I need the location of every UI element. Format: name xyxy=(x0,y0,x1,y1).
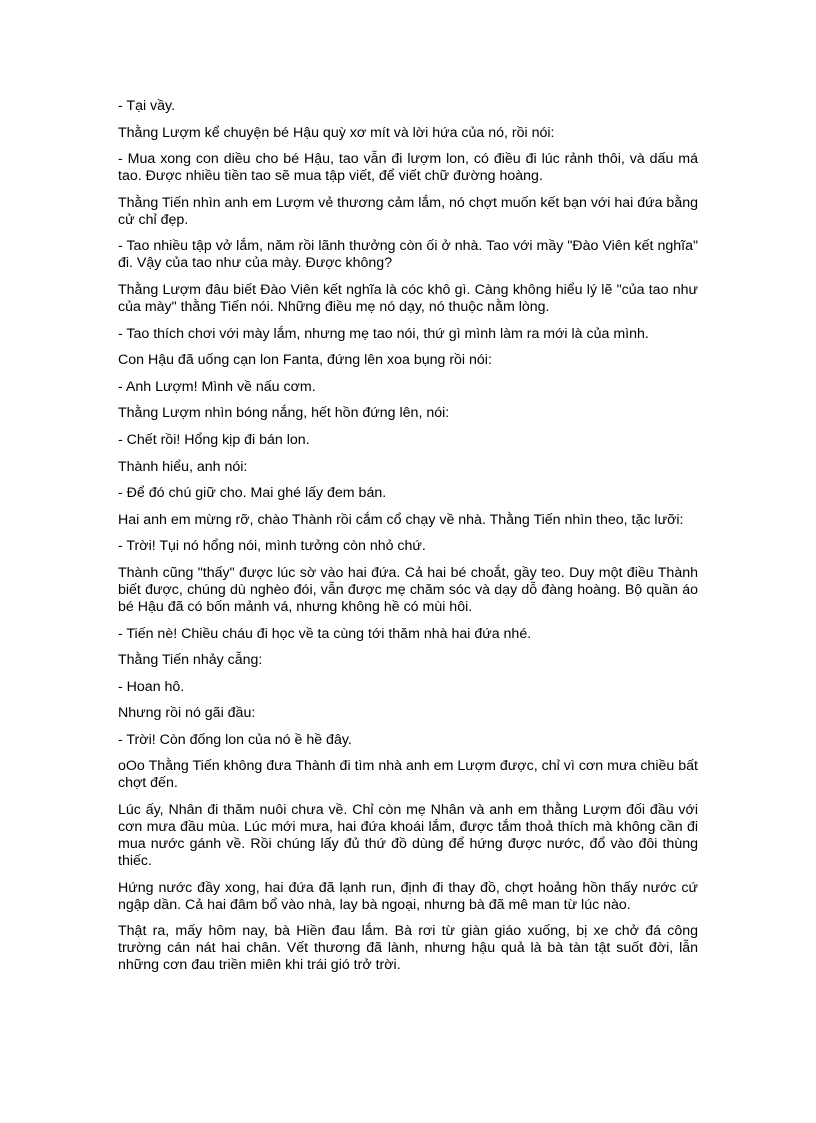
paragraph: Thật ra, mấy hôm nay, bà Hiền đau lắm. Bà rơi từ giàn giáo xuống, bị xe chở đá công trường cán nát hai chân. Vết thương đã lành, nhưng hậu quả là bà tàn tật suốt đời, lẫn những cơn đau triền miên khi trái gió trở trời. xyxy=(118,923,698,974)
paragraph: - Tao nhiều tập vở lắm, năm rồi lãnh thưởng còn ối ở nhà. Tao với mầy "Đào Viên kết nghĩa" đi. Vậy của tao như của mày. Được không? xyxy=(118,238,698,272)
paragraph: - Tao thích chơi với mày lắm, nhưng mẹ tao nói, thứ gì mình làm ra mới là của mình. xyxy=(118,325,649,342)
paragraph: Thằng Lượm nhìn bóng nắng, hết hồn đứng lên, nói: xyxy=(118,405,450,422)
paragraph: - Anh Lượm! Mình về nấu cơm. xyxy=(118,378,316,395)
paragraph: Nhưng rồi nó gãi đầu: xyxy=(118,705,256,722)
document-page xyxy=(118,98,698,984)
paragraph: Thằng Tiến nhảy cẫng: xyxy=(118,652,263,669)
paragraph: Thằng Lượm đâu biết Đào Viên kết nghĩa là cóc khô gì. Càng không hiểu lý lẽ "của tao như của mày" thằng Tiến nói. Những điều mẹ nó dạy, nó thuộc nằm lòng. xyxy=(118,281,698,315)
paragraph: - Tại vầy. xyxy=(118,98,176,114)
paragraph: Thành cũng "thấy" được lúc sờ vào hai đứa. Cả hai bé choắt, gầy teo. Duy một điều Thành biết được, chúng dù nghèo đói, vẫn được mẹ chăm sóc và dạy dỗ đàng hoàng. Bộ quần áo bé Hậu đã có bốn mảnh vá, nhưng không hề có mùi hôi. xyxy=(118,564,698,615)
paragraph: - Chết rồi! Hổng kịp đi bán lon. xyxy=(118,431,310,448)
paragraph: - Trời! Tụi nó hổng nói, mình tưởng còn nhỏ chứ. xyxy=(118,538,426,555)
paragraph: - Hoan hô. xyxy=(118,678,185,695)
paragraph: Lúc ấy, Nhân đi thăm nuôi chưa về. Chỉ còn mẹ Nhân và anh em thằng Lượm đối đầu với cơn mưa đầu mùa. Lúc mới mưa, hai đứa khoái lắm, được tắm thoả thích mà không cần đi mua nước gánh về. Rồi chúng lấy đủ thứ đồ dùng để hứng được nước, đổ vào đôi thùng thiếc. xyxy=(118,802,698,870)
paragraph: Thằng Tiến nhìn anh em Lượm vẻ thương cảm lắm, nó chợt muốn kết bạn với hai đứa bằng cử chỉ đẹp. xyxy=(118,194,698,228)
paragraph: oOo Thằng Tiến không đưa Thành đi tìm nhà anh em Lượm được, chỉ vì cơn mưa chiều bất chợt đến. xyxy=(118,758,698,792)
paragraph: Hứng nước đầy xong, hai đứa đã lạnh run, định đi thay đồ, chợt hoảng hồn thấy nước cứ ngập dần. Cả hai đâm bổ vào nhà, lay bà ngoại, nhưng bà đã mê man từ lúc nào. xyxy=(118,879,698,913)
paragraph: Thằng Lượm kể chuyện bé Hậu quỳ xơ mít và lời hứa của nó, rồi nói: xyxy=(118,124,555,141)
paragraph: - Trời! Còn đống lon của nó ề hề đây. xyxy=(118,731,352,748)
paragraph: Thành hiểu, anh nói: xyxy=(118,458,248,475)
paragraph: - Để đó chú giữ cho. Mai ghé lấy đem bán. xyxy=(118,485,387,502)
paragraph: Con Hậu đã uống cạn lon Fanta, đứng lên xoa bụng rồi nói: xyxy=(118,352,492,369)
paragraph: - Mua xong con diều cho bé Hậu, tao vẫn đi lượm lon, có điều đi lúc rảnh thôi, và dấu má tao. Được nhiều tiền tao sẽ mua tập viết, để viết chữ đường hoàng. xyxy=(118,151,698,185)
paragraph: - Tiến nè! Chiều cháu đi học về ta cùng tới thăm nhà hai đứa nhé. xyxy=(118,625,532,642)
paragraph: Hai anh em mừng rỡ, chào Thành rồi cắm cổ chạy về nhà. Thằng Tiến nhìn theo, tặc lưỡi: xyxy=(118,511,684,528)
